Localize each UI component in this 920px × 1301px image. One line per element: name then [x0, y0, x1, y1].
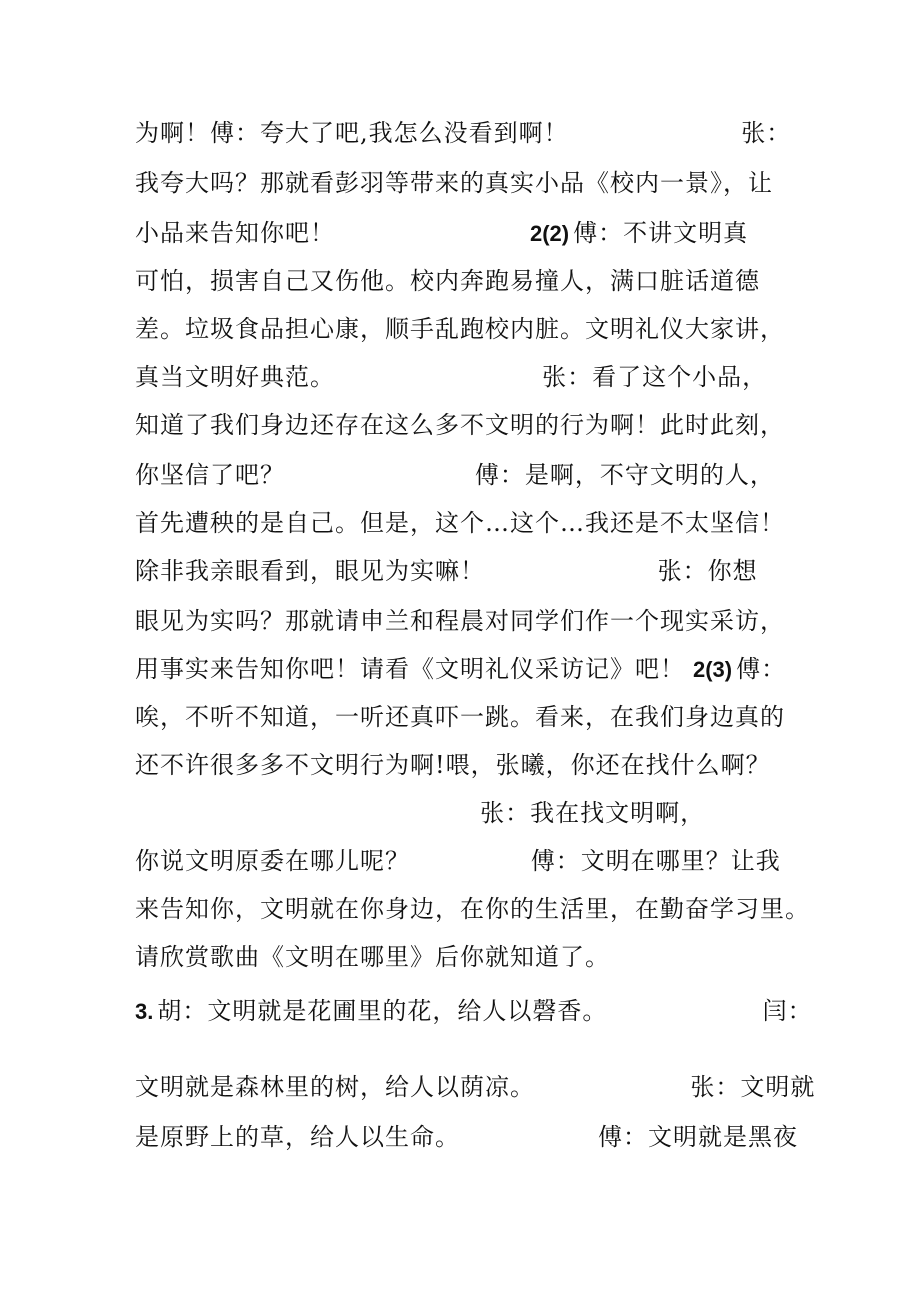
line-text: 除非我亲眼看到，眼见为实嘛！ 张：你想: [135, 557, 758, 585]
text-line: [135, 1072, 815, 1102]
line-text: 唉，不听不知道，一听还真吓一跳。看来，在我们身边真的: [135, 703, 785, 731]
text-line: [135, 942, 610, 972]
line-text-after-number: 胡：文明就是花圃里的花，给人以磬香。 闫：: [157, 997, 813, 1025]
line-text: 差。垃圾食品担心康，顺手乱跑校内脏。文明礼仪大家讲，: [135, 315, 785, 343]
text-line: [135, 750, 771, 780]
text-line: [135, 168, 773, 198]
line-text: 首先遭秧的是自己。但是，这个…这个…我还是不太坚信！: [135, 509, 785, 537]
text-line: [135, 410, 785, 440]
line-text-after-number: 傅：: [736, 655, 787, 683]
section-number: 2(3): [693, 657, 733, 682]
text-line: [135, 996, 813, 1027]
text-line: [135, 218, 748, 249]
text-line: [135, 266, 760, 296]
line-text: 可怕，损害自己又伤他。校内奔跑易撞人，满口脏话道德: [135, 267, 760, 295]
text-line: [135, 1122, 798, 1152]
text-line: [135, 606, 785, 636]
text-line: [135, 314, 785, 344]
line-text: 小品来告知你吧！: [135, 219, 335, 247]
line-text: 来告知你，文明就在你身边，在你的生活里，在勤奋学习里。: [135, 895, 810, 923]
section-number: 2(2): [530, 221, 570, 246]
line-text: 张：我在找文明啊，: [135, 799, 706, 827]
section-number: 3.: [135, 999, 154, 1024]
text-line: [135, 894, 810, 924]
line-text: 知道了我们身边还存在这么多不文明的行为啊！此时此刻，: [135, 411, 785, 439]
line-text: 你坚信了吧？ 傅：是啊，不守文明的人，: [135, 461, 775, 489]
line-text: 真当文明好典范。 张：看了这个小品，: [135, 363, 768, 391]
text-line: [135, 508, 785, 538]
text-line: [135, 118, 791, 148]
line-text: 你说文明原委在哪儿呢？ 傅：文明在哪里？让我: [135, 847, 781, 875]
text-line: [135, 362, 767, 392]
line-text: 用事实来告知你吧！请看《文明礼仪采访记》吧！: [135, 655, 685, 683]
line-text: 为啊！傅：夸大了吧,我怎么没看到啊！ 张：: [135, 119, 792, 147]
line-text: 文明就是森林里的树，给人以荫凉。 张：文明就: [135, 1073, 816, 1101]
line-text: 眼见为实吗？那就请申兰和程晨对同学们作一个现实采访，: [135, 607, 785, 635]
text-line: [135, 654, 786, 685]
text-line: [135, 460, 775, 490]
text-line: [135, 846, 781, 876]
text-line: [135, 556, 758, 586]
line-text: 还不许很多多不文明行为啊!喂，张曦，你还在找什么啊？: [135, 751, 771, 779]
line-text-after-number: 傅：不讲文明真: [573, 219, 749, 247]
text-line: [135, 798, 705, 828]
line-text: 我夸大吗？那就看彭羽等带来的真实小品《校内一景》，让: [135, 169, 773, 197]
line-text: 请欣赏歌曲《文明在哪里》后你就知道了。: [135, 943, 610, 971]
line-text: 是原野上的草，给人以生命。 傅：文明就是黑夜: [135, 1123, 799, 1151]
text-line: [135, 702, 785, 732]
